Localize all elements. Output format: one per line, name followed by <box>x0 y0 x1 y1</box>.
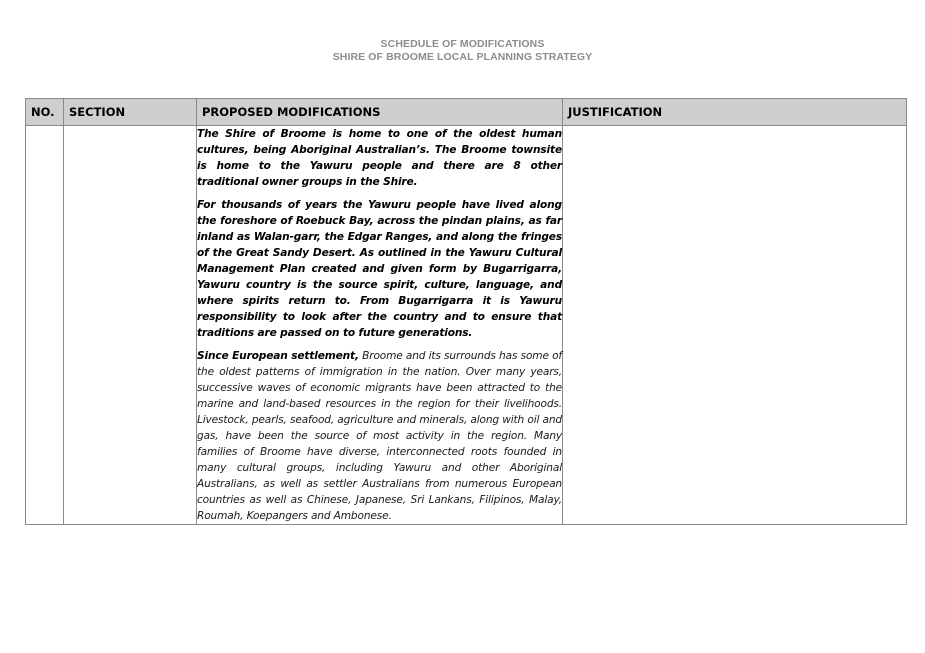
modifications-table <box>25 98 907 525</box>
modification-paragraph-1: The Shire of Broome is home to one of the oldest human cultures, being Aboriginal Australian’s. The Broome townsite is home to the Yawuru people and there are 8 other traditional owner groups in the Shire. <box>197 128 562 188</box>
paragraph-3-lead: Since European settlement, <box>197 350 359 362</box>
header-row <box>26 99 907 126</box>
column-header-no: NO. <box>26 99 64 126</box>
table-row <box>26 126 907 525</box>
table-header <box>26 99 907 126</box>
column-header-proposed-modifications: PROPOSED MODIFICATIONS <box>197 99 563 126</box>
column-header-justification: JUSTIFICATION <box>563 99 907 126</box>
modification-paragraph-3 <box>197 348 562 524</box>
cell-justification <box>563 126 907 525</box>
column-header-section: SECTION <box>64 99 197 126</box>
document-header <box>0 38 925 64</box>
modification-paragraph-2: For thousands of years the Yawuru people have lived along the foreshore of Roebuck Bay, across the pindan plains, as far inland as Walan-garr, the Edgar Ranges, and along the fringes of the Great Sandy Desert. As outlined in the Yawuru Cultural Management Plan created and given form by Bugarrigarra, Yawuru country is the source spirit, culture, language, and where spirits return to. From Bugarrigarra it is Yawuru responsibility to look after the country and to ensure that traditions are passed on to future generations. <box>197 199 562 339</box>
strategy-title: SHIRE OF BROOME LOCAL PLANNING STRATEGY <box>332 51 593 63</box>
paragraph-3-body: Broome and its surrounds has some of the oldest patterns of immigration in the nation. Over many years, successive waves of economic migrants have been attracted to the marine and land-based resources in the region for their livelihoods. Livestock, pearls, seafood, agriculture and minerals, along with oil and gas, have been the source of most activity in the region. Many families of Broome have diverse, interconnected roots founded in many cultural groups, including Yawuru and other Aboriginal Australians, as well as settler Australians from numerous European countries as well as Chinese, Japanese, Sri Lankans, Filipinos, Malay, Roumah, Koepangers and Ambonese. <box>197 350 562 522</box>
cell-section <box>64 126 197 525</box>
cell-proposed-modifications <box>197 126 563 525</box>
cell-no <box>26 126 64 525</box>
schedule-title: SCHEDULE OF MODIFICATIONS <box>380 38 545 50</box>
